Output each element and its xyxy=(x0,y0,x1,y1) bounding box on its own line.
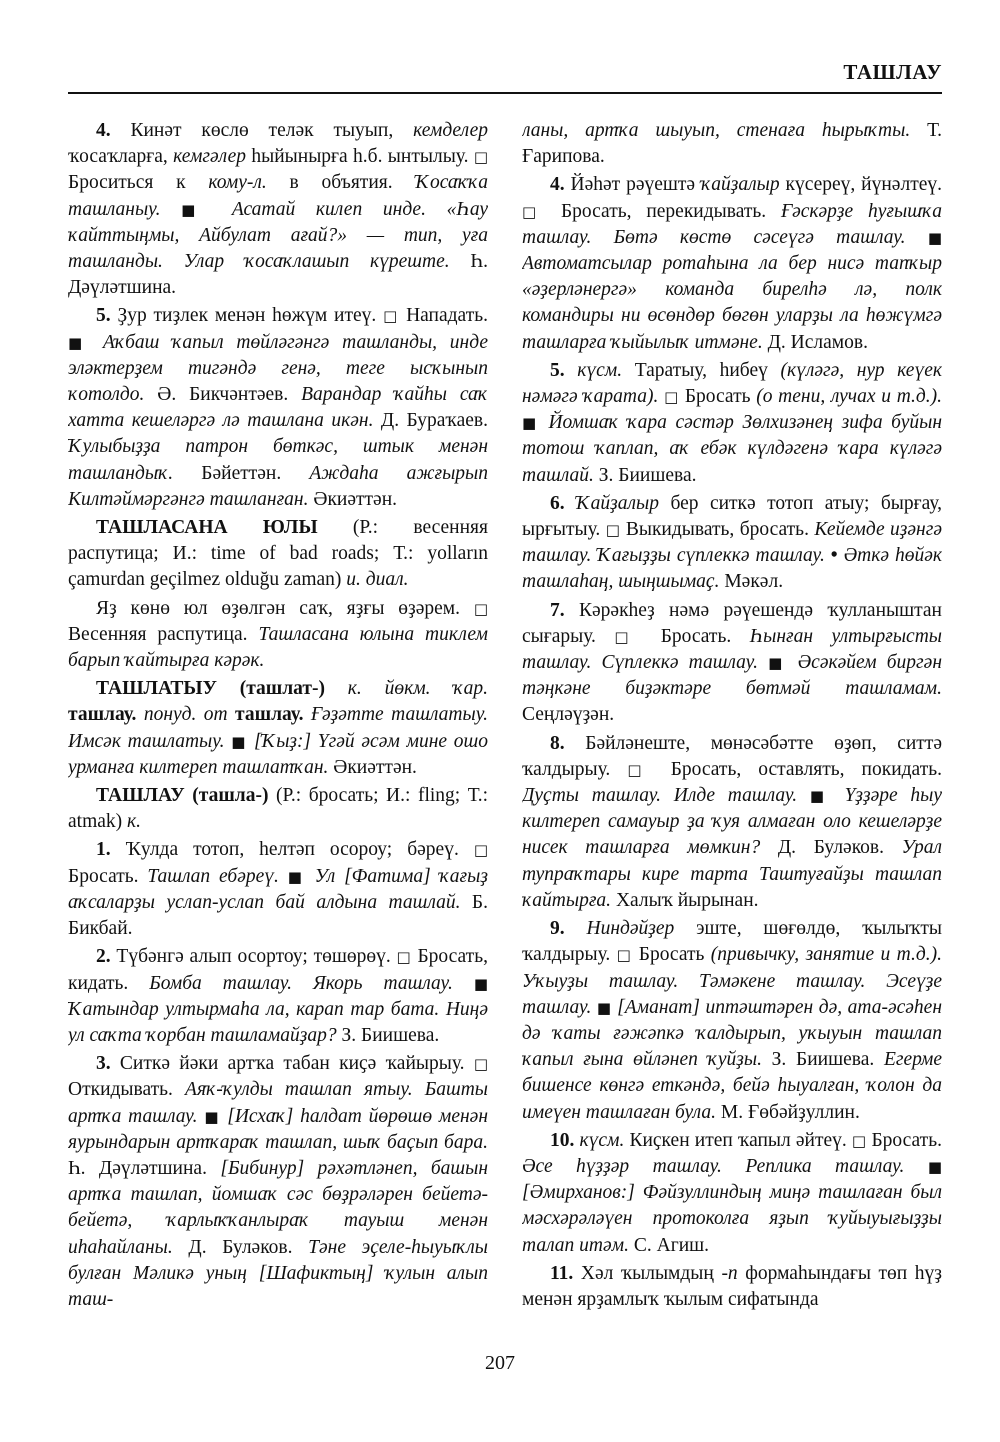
translation-marker-icon: □ xyxy=(383,307,400,326)
entry-tashlasana-yuly xyxy=(68,515,488,594)
example-text: Ташласана юлына тиклем барып ҡайтырға кәрәк. xyxy=(68,623,488,672)
example-text: Ҡосаҡҡа ташланыу. xyxy=(68,172,488,220)
translation-text: Броситься к xyxy=(68,172,209,194)
sense-3-tashlau xyxy=(68,1051,488,1313)
quotation-text: Ҡулыбыҙҙа патрон бөткәс, штык менән ташландыҡ. xyxy=(68,436,488,484)
example-text: Ғәҙәтте ташлатыу. Имсәк ташлатыу. xyxy=(68,704,488,752)
quotation-text: Егерме бишенсе көнгә еткәндә, бейә һыуалған, ҡолон да имеүен ташлаған була. xyxy=(522,1049,942,1123)
sense-7-tashlau xyxy=(522,598,942,729)
translation-text: Весенняя распутица. xyxy=(68,623,259,645)
quotation-text: Автоматсылар ротаһына ла бер нисә тапҡыр «әҙерләнергә» команда бирелһә лә, полк командиры ни өсөндөр бөгөн уларҙы ла һөжүмгә ташларға ҡыйылыҡ итмәне. xyxy=(522,253,942,353)
sense-number: 11. xyxy=(550,1262,574,1284)
translation-marker-icon: □ xyxy=(851,1131,867,1150)
quote-marker-icon: ■ xyxy=(473,974,488,993)
quotation-source: Халыҡ йырынан. xyxy=(611,889,759,911)
quotation-source: Һ. Дәүләтшина. xyxy=(68,251,488,299)
translation-text: в объятия. xyxy=(266,172,416,194)
sense-number: 6. xyxy=(550,492,565,514)
quotation-source: Б. Бикбай. xyxy=(68,891,488,940)
italic-text: кому-л. xyxy=(208,172,267,194)
definition-text: Ситкә йәки артҡа табан киҫә ҡайырыу. xyxy=(110,1053,474,1075)
definition-text: ҡосаҡларға, xyxy=(68,146,174,168)
translation-marker-icon: □ xyxy=(627,760,654,779)
quotation-source: Т. Ғарипова. xyxy=(522,120,942,168)
translation-marker-icon: □ xyxy=(614,627,643,646)
quote-marker-icon: ■ xyxy=(809,787,832,806)
italic-text: ҡайҙалыр xyxy=(700,174,780,196)
translation-text: Откидывать. xyxy=(68,1079,186,1101)
quotation-text: Үҙҙәре һыу килтереп самауыр ҙа ҡуя алмаған оло кешеләрҙе нисек ташларға мөмкин? xyxy=(522,785,942,859)
quotation-text: [Аманат] иптәштәрен дә, ата-әсәһен дә ҡаты ғәжәпкә ҡалдырып, уҡыуын ташлап ҡапыл ғына өйләнеп ҡуйҙы. xyxy=(522,996,942,1071)
translation-text: Бросать. xyxy=(68,865,148,887)
definition-text: Ҙур тиҙлек менән һөжүм итеү. xyxy=(110,305,384,327)
translation-marker-icon: □ xyxy=(522,202,547,221)
quotation-source: Д. Буләков. xyxy=(172,1236,309,1258)
headword: ТАШЛАУ xyxy=(96,785,185,807)
italic-text: кемделер xyxy=(413,120,488,141)
definition-text: формаһындағы төп һүҙ менән ярҙамлыҡ ҡылым сифатында xyxy=(522,1262,942,1310)
entry-tashlau xyxy=(68,783,488,835)
quotation-source: Мәкәл. xyxy=(719,571,784,593)
example-text: Һынған ултырғысты ташлау. Сүплеккә ташлау. xyxy=(522,625,942,674)
quotation-text: [Бибинур] рәхәтләнеп, башын артҡа ташлап, йомшаҡ сәс бөҙрәләрен бейетә-бейетә, ҡарлыҡҡанлыраҡ тауыш менән иһаһайланы. xyxy=(68,1157,488,1258)
definition-text: Таратыу, һибеү xyxy=(622,359,781,381)
sense-5-tashlanyu xyxy=(68,303,488,513)
quotation-text: [Исхаҡ] һалдат йөрөшө менән яурындарын артҡараҡ ташлап, шыҡ баҫып бара. xyxy=(68,1105,488,1153)
definition-text: Кинәт көслө теләк тыуып, xyxy=(110,120,414,141)
quotation-source: Сеңләүҙән. xyxy=(522,704,615,726)
italic-text: -п xyxy=(721,1262,738,1284)
definition-text: Хәл ҡылымдың xyxy=(573,1262,722,1284)
sense-4-tashlau xyxy=(522,172,942,355)
entry-tashlatyu xyxy=(68,676,488,781)
right-column xyxy=(522,118,942,1358)
sense-number: 8. xyxy=(550,732,565,754)
definition-text: Ҡулда тотоп, һелтәп осороу; бәреү. xyxy=(110,839,474,861)
headword: ТАШЛАСАНА ЮЛЫ xyxy=(96,517,318,539)
definition-text: күсереү, йүнәлтеү. xyxy=(779,174,942,196)
translation-marker-icon: □ xyxy=(616,946,633,965)
quotation-text: Тәне эҫеле-һыуыҡлы булған Мәликә уның [Шафиктың] ҡулын алып таш- xyxy=(68,1236,488,1310)
sense-11-tashlau xyxy=(522,1261,942,1313)
translation-text: Бросать xyxy=(679,386,757,408)
header-rule xyxy=(68,92,942,94)
quotation-text: Ул [Фатима] ҡағыҙ аҡсаларҙы услап-услап бай алдына ташлай. xyxy=(68,865,488,913)
definition-text: Яҙ көнө юл өҙөлгән саҡ, яҙғы өҙәрем. xyxy=(96,597,474,619)
quote-marker-icon: ■ xyxy=(927,228,942,247)
quotation-text: [Ҡыҙ:] Үгәй әсәм мине ошо урманға килтереп ташлатҡан. xyxy=(68,730,488,778)
quotation-text: Аждаһа ажғырып Килтәймәргәнгә ташланған. xyxy=(68,462,488,510)
sense-6-tashlau xyxy=(522,491,942,596)
sense-number: 2. xyxy=(96,946,111,968)
translation-marker-icon: □ xyxy=(664,388,680,407)
quotation-source: З. Биишева. xyxy=(761,1049,884,1071)
sense-2-tashlau xyxy=(68,944,488,1049)
quote-marker-icon: ■ xyxy=(287,867,306,886)
definition-text: Бәйләнеште, мөнәсәбәтте өҙөп, ситтә ҡалдырыу. xyxy=(522,732,942,780)
quotation-source: Д. Бураҡаев. xyxy=(373,410,488,432)
quotation-text: Әсәкәйем биргән тәңкәне биҙәктәре бөтмәй ташламам. xyxy=(522,652,942,700)
quotation-source: С. Агиш. xyxy=(629,1234,710,1256)
proverb-text: Әткә һөйәк ташлаһаң, шыңшымаҫ. xyxy=(522,545,942,593)
sense-8-tashlau xyxy=(522,731,942,914)
quote-marker-icon: ■ xyxy=(68,333,91,352)
sense-number: 7. xyxy=(550,599,565,621)
quotation-text: Ҡатындар ултырмаһа ла, карап тар бата. Ниңә ул саҡта ҡорбан ташламайҙар? xyxy=(68,998,488,1046)
running-head: ТАШЛАУ xyxy=(843,60,942,84)
translation-marker-icon: □ xyxy=(473,1055,488,1074)
quote-marker-icon: ■ xyxy=(181,200,212,219)
quotation-source: Ә. Бикчәнтәев. xyxy=(144,384,302,406)
definition-text: Кәрәкһеҙ нәмә рәүешендә ҡулланыштан сығарыу. xyxy=(522,599,942,647)
quote-marker-icon: ■ xyxy=(768,654,788,673)
quotation-text: Йомшаҡ ҡара сәстәр Зөлхизәнең зифа буйын тотош ҡаплап, аҡ ебәк күлдәгенә ҡара күләгә ташлай. xyxy=(522,412,942,486)
translation-text: Бросать. xyxy=(866,1129,942,1151)
entry-tashlasana-definition xyxy=(68,596,488,675)
quotation-source: Әкиәттән. xyxy=(308,488,398,510)
quotation-text: Урал тупраҡтары кире тарта Таштуғайҙы ташлап ҡайтырға. xyxy=(522,837,942,911)
translation-text: Бросать. xyxy=(642,625,750,647)
quotation-source: Д. Исламов. xyxy=(762,331,868,353)
sense-number: 3. xyxy=(96,1053,111,1075)
quote-marker-icon: ■ xyxy=(596,998,612,1017)
example-text: Кейемде иҙәнгә ташлау. Ҡағыҙҙы сүплеккә ташлау. xyxy=(522,519,942,567)
sense-number: 10. xyxy=(550,1129,575,1151)
definition-text: Киҫкен итеп ҡапыл әйтеү. xyxy=(624,1129,852,1151)
quotation-source: Әкиәттән. xyxy=(328,756,417,778)
grammar-label: к. йөкм. ҡар. xyxy=(347,678,488,700)
example-text: Аяҡ-ҡулды ташлап ятыу. Башты артҡа ташлау. xyxy=(68,1079,488,1127)
stem: (ташлат-) xyxy=(216,678,348,700)
quotation-text: Аҡбаш ҡапыл төйләгәнгә ташланды, инде эләктерҙем тигәндә генә, теге ысҡынып ҡотолдо. xyxy=(68,331,488,406)
example-text: (привычку, занятие и т.д.). Уҡыуҙы ташлау. Тәмәкене ташлау. Эсеүҙе ташлау. xyxy=(522,944,942,1018)
translation-text: Выкидывать, бросать. xyxy=(620,519,815,541)
quotation-source: Бәйеттән. xyxy=(173,462,310,484)
cross-reference: ташлау. xyxy=(68,704,137,726)
grammar-label: понуд. от xyxy=(136,704,228,726)
page-number: 207 xyxy=(485,1352,515,1374)
quotation-source: Һ. Дәүләтшина. xyxy=(68,1157,221,1179)
sense-3-continuation xyxy=(522,118,942,170)
italic-text: (күләгә, нур кеүек нәмәгә ҡарата). xyxy=(522,359,942,408)
quote-marker-icon: ■ xyxy=(927,1157,942,1176)
translation-marker-icon: □ xyxy=(473,599,488,618)
italic-text: Ҡайҙалыр xyxy=(564,492,659,514)
translation-text: Бросать, кидать. xyxy=(68,946,488,994)
translation-marker-icon: □ xyxy=(605,521,621,540)
grammar-label: и. диал. xyxy=(346,569,409,591)
sense-5-tashlau xyxy=(522,358,942,489)
grammar-label: к. xyxy=(127,811,142,833)
quotation-source: З. Биишева. xyxy=(336,1024,440,1046)
quotation-source: Д. Буләков. xyxy=(760,837,902,859)
example-text: Ғәскәрҙе һуғышҡа ташлау. Бөтә көстө сәсеүгә ташлау. xyxy=(522,200,942,248)
quotation-text: Варандар ҡайһы саҡ хатта кешеләргә лә ташлана икән. xyxy=(68,384,488,432)
definition-text: һыйынырға һ.б. ынтылыу. xyxy=(246,146,474,168)
sense-number: 1. xyxy=(96,839,111,861)
translation-marker-icon: □ xyxy=(396,948,412,967)
sense-9-tashlau xyxy=(522,916,942,1126)
sense-4-tashlanyu xyxy=(68,118,488,301)
translation-text: Бросать, оставлять, покидать. xyxy=(653,758,942,780)
translation-marker-icon: □ xyxy=(473,148,488,167)
translation-text: Нападать. xyxy=(399,305,488,327)
example-text: Ташлап ебәреү. xyxy=(147,865,279,887)
quotation-text: [Әмирханов:] Фәйзуллиндың миңә ташлаған был мәсхәрәләүен протоколға яҙып ҡуйыуығыҙҙы талап итәм. xyxy=(522,1182,942,1256)
example-text: Әсе һүҙҙәр ташлау. Реплика ташлау. xyxy=(522,1155,905,1177)
quotation-source: З. Биишева. xyxy=(593,464,697,486)
headword: ТАШЛАТЫУ xyxy=(96,678,217,700)
stem: (ташла-) xyxy=(184,785,269,807)
proverb-marker-icon: • xyxy=(824,545,844,567)
sense-number: 5. xyxy=(96,305,111,327)
grammar-label: күсм. xyxy=(574,1129,625,1151)
quote-marker-icon: ■ xyxy=(204,1107,221,1126)
grammar-label: күсм. xyxy=(564,359,623,381)
sense-1-tashlau xyxy=(68,837,488,942)
left-column xyxy=(68,118,488,1358)
definition-text: Түбәнгә алып осортоу; төшөрөү. xyxy=(110,946,397,968)
example-text: Бомба ташлау. Якорь ташлау. xyxy=(149,972,453,994)
definition-text: бер ситкә тотоп атыу; бырғау, ырғытыу. xyxy=(522,492,942,541)
example-text: Дуҫты ташлау. Илде ташлау. xyxy=(522,785,798,807)
quote-marker-icon: ■ xyxy=(231,732,248,751)
sense-10-tashlau xyxy=(522,1128,942,1259)
cross-reference: ташлау. xyxy=(227,704,304,726)
italic-text: кемгәлер xyxy=(173,146,247,168)
sense-number: 5. xyxy=(550,359,565,381)
translations: (Р.: бросать; И.: fling; Т.: atmak) xyxy=(68,785,488,833)
quotation-source: М. Ғөбәйҙуллин. xyxy=(716,1101,860,1123)
translation-marker-icon: □ xyxy=(473,841,488,860)
sense-number: 4. xyxy=(96,120,111,141)
quote-marker-icon: ■ xyxy=(522,414,540,433)
sense-number: 9. xyxy=(550,918,565,940)
translation-text: Бросать xyxy=(632,944,711,966)
sense-number: 4. xyxy=(550,174,565,196)
translation-text: Бросать, перекидывать. xyxy=(546,200,781,222)
definition-text: Йәһәт рәүештә xyxy=(564,174,701,196)
italic-text: Ниндәйҙер xyxy=(564,918,675,940)
definition-text: эште, шөғөлдө, ҡылыҡты ҡалдырыу. xyxy=(522,918,942,966)
italic-text: (о тени, лучах и т.д.). xyxy=(756,386,942,408)
quotation-text: Асатай килеп инде. «Һау ҡайттыңмы, Айбулат ағай?» — тип, уға ташланды. Улар ҡосаҡлашып күреште. xyxy=(68,198,488,273)
translations: (Р.: весенняя распутица; И.: time of bad roads; Т.: yolların çamurdan geçilmez olduğu zaman) xyxy=(68,517,488,591)
quotation-text: ланы, артҡа шыуып, стенаға һырыҡты. xyxy=(522,120,911,141)
